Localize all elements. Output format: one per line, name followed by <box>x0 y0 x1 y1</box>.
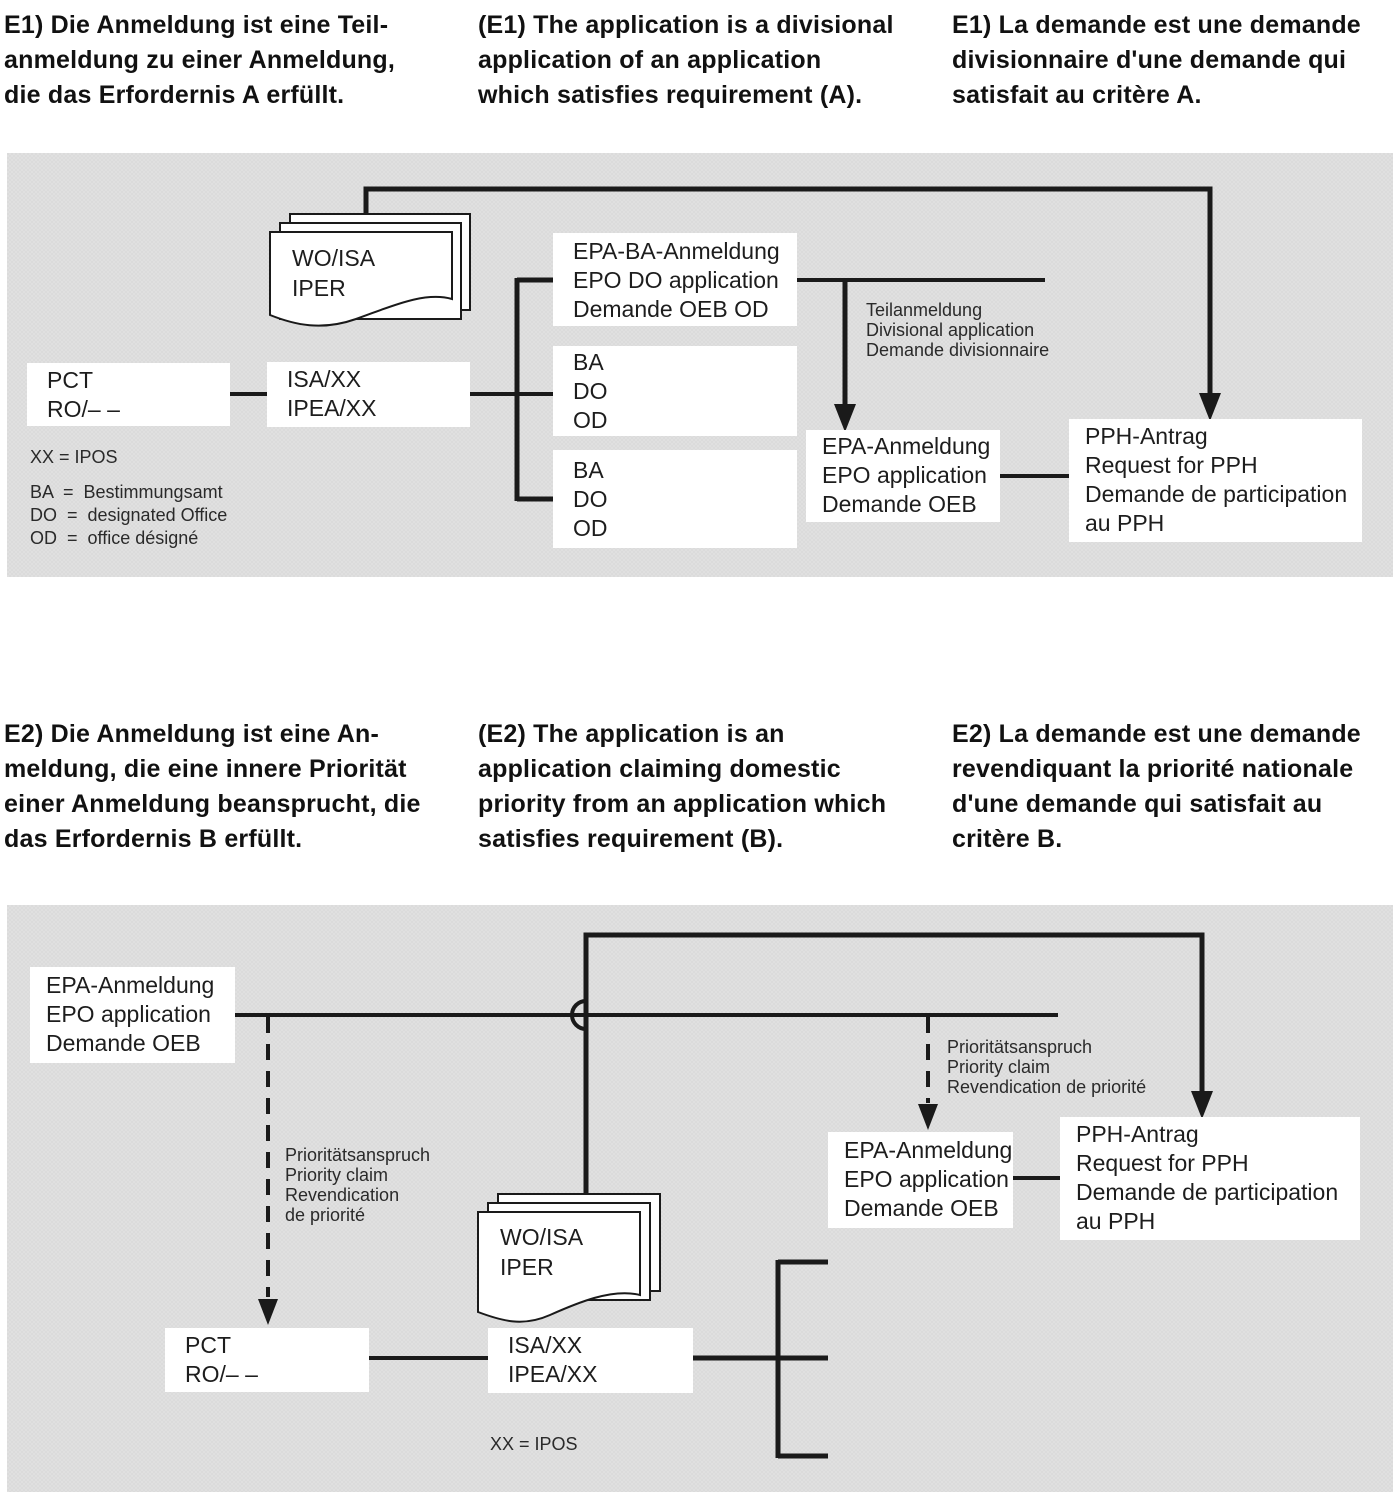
box-pct-e2: PCT RO/– – <box>165 1328 369 1392</box>
legend-xx-ipos-e1: XX = IPOS <box>30 447 118 467</box>
diagram-e1-panel <box>7 153 1393 577</box>
box-epa-application-right-e2: EPA-Anmeldung EPO application Demande OEB <box>828 1132 1013 1228</box>
heading-e1-english: (E1) The application is a divisional application of an application which satisfies requirement (A). <box>478 11 894 109</box>
heading-e2-german: E2) Die Anmeldung ist eine An- meldung, die eine innere Priorität einer Anmeldung beansprucht, die das Erfordernis B erfüllt. <box>4 720 421 853</box>
box-ba-do-od-top: BA DO OD <box>553 346 797 436</box>
arrowhead-priority-right <box>918 1104 938 1130</box>
annotation-priority-claim-right: Prioritätsanspruch Priority claim Revendication de priorité <box>947 1037 1147 1097</box>
box-isa-e2: ISA/XX IPEA/XX <box>488 1328 693 1393</box>
heading-e2-english: (E2) The application is an application claiming domestic priority from an application which satisfies requirement (B). <box>478 720 887 853</box>
annotation-priority-claim-left: Prioritätsanspruch Priority claim Revendication de priorité <box>285 1145 431 1225</box>
box-pct-e1: PCT RO/– – <box>27 363 230 426</box>
diagram-e2-panel <box>7 905 1393 1492</box>
legend-xx-ipos-e2: XX = IPOS <box>490 1434 578 1454</box>
label-wo-isa-e2: WO/ISA IPER <box>500 1224 584 1280</box>
legend-abbreviations-e1: BA = Bestimmungsamt DO = designated Office OD = office désigné <box>30 482 228 548</box>
heading-e1-german: E1) Die Anmeldung ist eine Teil- anmeldung zu einer Anmeldung, die das Erfordernis A erfüllt. <box>4 11 396 109</box>
arrowhead-to-pph-e2 <box>1191 1091 1213 1119</box>
annotation-divisional-application: Teilanmeldung Divisional application Demande divisionnaire <box>866 300 1050 360</box>
arrowhead-to-pph-e1 <box>1199 393 1221 421</box>
box-epa-application-e1: EPA-Anmeldung EPO application Demande OEB <box>806 430 1000 522</box>
box-pph-request-e2: PPH-Antrag Request for PPH Demande de participation au PPH <box>1060 1117 1360 1240</box>
box-isa-e1: ISA/XX IPEA/XX <box>267 362 470 427</box>
arrowhead-divisional <box>834 404 856 432</box>
box-epa-ba-application: EPA-BA-Anmeldung EPO DO application Demande OEB OD <box>553 233 797 326</box>
arrowhead-priority-left <box>258 1299 278 1325</box>
box-epa-application-left-e2: EPA-Anmeldung EPO application Demande OEB <box>30 967 235 1063</box>
heading-e2-french: E2) La demande est une demande revendiquant la priorité nationale d'une demande qui satisfait au critère B. <box>952 720 1361 853</box>
box-pph-request-e1: PPH-Antrag Request for PPH Demande de participation au PPH <box>1069 419 1362 542</box>
heading-e1-french: E1) La demande est une demande divisionnaire d'une demande qui satisfait au critère A. <box>952 11 1361 109</box>
box-ba-do-od-bottom: BA DO OD <box>553 450 797 548</box>
label-wo-isa-e1: WO/ISA IPER <box>292 245 376 301</box>
